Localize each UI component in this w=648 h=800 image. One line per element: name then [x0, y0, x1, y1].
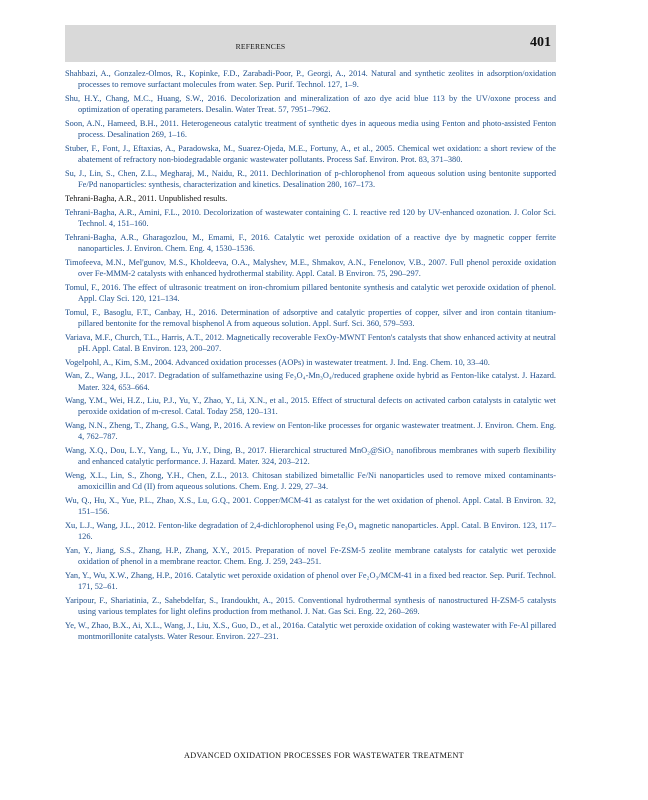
reference-entry[interactable]: Weng, X.L., Lin, S., Zhong, Y.H., Chen, Z.L., 2013. Chitosan stabilized bimetallic Fe/Ni nanoparticles used to remove mixed contaminants-amoxicillin and Cd (II) from aqueous solutions. Chem. Eng. J. 229, 27–34.: [65, 471, 556, 492]
reference-entry[interactable]: Yaripour, F., Shariatinia, Z., Sahebdelfar, S., Irandoukht, A., 2015. Conventional hydrothermal synthesis of nanostructured H-ZSM-5 catalysts using various templates for light olefins production from methanol. J. Nat. Gas Sci. Eng. 22, 260–269.: [65, 596, 556, 617]
reference-entry[interactable]: Tehrani-Bagha, A.R., Amini, F.L., 2010. Decolorization of wastewater containing C. I. reactive red 120 by UV-enhanced ozonation. J. Color Sci. Technol. 4, 151–160.: [65, 207, 556, 228]
reference-entry[interactable]: Wang, X.Q., Dou, L.Y., Yang, L., Yu, J.Y., Ding, B., 2017. Hierarchical structured MnO₂@SiO₂ nanofibrous membranes with superb flexibility and enhanced catalytic performance. J. Hazard. Mater. 324, 203–212.: [65, 446, 556, 467]
reference-entry[interactable]: Wu, Q., Hu, X., Yue, P.L., Zhao, X.S., Lu, G.Q., 2001. Copper/MCM-41 as catalyst for the wet oxidation of phenol. Appl. Catal. B Environ. 32, 151–156.: [65, 496, 556, 517]
page-header: [65, 25, 556, 62]
reference-entry[interactable]: Stuber, F., Font, J., Eftaxias, A., Paradowska, M., Suarez-Ojeda, M.E., Fortuny, A., et al., 2005. Chemical wet oxidation: a short review of the abatement of refractory non-biodegradable organic wastewater pollutants. Process Saf. Environ. Prot. 83, 371–380.: [65, 143, 556, 165]
reference-entry[interactable]: Wang, N.N., Zheng, T., Zhang, G.S., Wang, P., 2016. A review on Fenton-like processes for organic wastewater treatment. J. Environ. Chem. Eng. 4, 762–787.: [65, 421, 556, 442]
reference-entry[interactable]: Variava, M.F., Church, T.L., Harris, A.T., 2012. Magnetically recoverable FexOy-MWNT Fenton's catalysts that show enhanced activity at neutral pH. Appl. Catal. B Environ. 123, 200–207.: [65, 332, 556, 353]
reference-entry[interactable]: Xu, L.J., Wang, J.L., 2012. Fenton-like degradation of 2,4-dichlorophenol using Fe₃O₄ magnetic nanoparticles. Appl. Catal. B Environ. 123, 117–126.: [65, 521, 556, 542]
reference-entry[interactable]: Shahbazi, A., Gonzalez-Olmos, R., Kopinke, F.D., Zarabadi-Poor, P., Georgi, A., 2014. Natural and synthetic zeolites in adsorption/oxidation processes to remove surfactant molecules from water. Sep. Purif. Technol. 127, 1–9.: [65, 69, 556, 90]
reference-entry[interactable]: Timofeeva, M.N., Mel'gunov, M.S., Kholdeeva, O.A., Malyshev, M.E., Shmakov, A.N., Fenelonov, V.B., 2007. Full phenol peroxide oxidation over Fe-MMM-2 catalysts with enhanced hydrothermal stability. Appl. Catal. B Environ. 75, 290–297.: [65, 257, 556, 278]
reference-entry: Tehrani-Bagha, A.R., 2011. Unpublished results.: [65, 193, 228, 203]
book-title-footer: ADVANCED OXIDATION PROCESSES FOR WASTEWATER TREATMENT: [184, 751, 464, 760]
reference-entry[interactable]: Yan, Y., Jiang, S.S., Zhang, H.P., Zhang, X.Y., 2015. Preparation of novel Fe-ZSM-5 zeolite membrane catalysts for catalytic wet peroxide oxidation of phenol in a membrane reactor. Chem. Eng. J. 259, 243–251.: [65, 546, 556, 567]
reference-entry[interactable]: Wan, Z., Wang, J.L., 2017. Degradation of sulfamethazine using Fe₃O₄-Mn₃O₄/reduced graphene oxide hybrid as Fenton-like catalyst. J. Hazard. Mater. 324, 653–664.: [65, 371, 556, 392]
reference-entry[interactable]: Ye, W., Zhao, B.X., Ai, X.L., Wang, J., Liu, X.S., Guo, D., et al., 2016a. Catalytic wet peroxide oxidation of coking wastewater with Fe-Al pillared montmorillonite catalysts. Water Resour. Environ. 227–231.: [65, 621, 556, 642]
reference-entry[interactable]: Yan, Y., Wu, X.W., Zhang, H.P., 2016. Catalytic wet peroxide oxidation of phenol over Fe₂O₃/MCM-41 in a fixed bed reactor. Sep. Purif. Technol. 171, 52–61.: [65, 571, 556, 592]
reference-entry[interactable]: Vogelpohl, A., Kim, S.M., 2004. Advanced oxidation processes (AOPs) in wastewater treatment. J. Ind. Eng. Chem. 10, 33–40.: [65, 357, 490, 367]
running-head: REFERENCES: [235, 42, 286, 51]
reference-list: [65, 68, 556, 645]
reference-entry[interactable]: Wang, Y.M., Wei, H.Z., Liu, P.J., Yu, Y., Zhao, Y., Li, X.N., et al., 2015. Effect of structural defects on activated carbon catalysts in catalytic wet peroxide oxidation of m-cresol. Catal. Today 258, 120–131.: [65, 396, 556, 417]
reference-entry[interactable]: Shu, H.Y., Chang, M.C., Huang, S.W., 2016. Decolorization and mineralization of azo dye acid blue 113 by the UV/oxone process and optimization of operating parameters. Desalin. Water Treat. 57, 7951–7962.: [65, 93, 556, 115]
reference-entry[interactable]: Tomul, F., 2016. The effect of ultrasonic treatment on iron-chromium pillared bentonite synthesis and catalytic wet peroxide oxidation of phenol. Appl. Clay Sci. 120, 121–134.: [65, 282, 556, 303]
reference-entry[interactable]: Tomul, F., Basoglu, F.T., Canbay, H., 2016. Determination of adsorptive and catalytic properties of copper, silver and iron contain titanium-pillared bentonite for the removal bisphenol A from aqueous solution. Appl. Surf. Sci. 360, 579–593.: [65, 307, 556, 328]
reference-entry[interactable]: Su, J., Lin, S., Chen, Z.L., Megharaj, M., Naidu, R., 2011. Dechlorination of p-chlorophenol from aqueous solution using bentonite supported Fe/Pd nanoparticles: synthesis, characterization and kinetics. Desalination 280, 167–173.: [65, 168, 556, 190]
page-number: 401: [530, 35, 551, 50]
reference-entry[interactable]: Soon, A.N., Hameed, B.H., 2011. Heterogeneous catalytic treatment of synthetic dyes in aqueous media using Fenton and photo-assisted Fenton process. Desalination 269, 1–16.: [65, 118, 556, 140]
reference-entry[interactable]: Tehrani-Bagha, A.R., Gharagozlou, M., Emami, F., 2016. Catalytic wet peroxide oxidation of a reactive dye by magnetic copper ferrite nanoparticles. J. Environ. Chem. Eng. 4, 1530–1536.: [65, 232, 556, 253]
